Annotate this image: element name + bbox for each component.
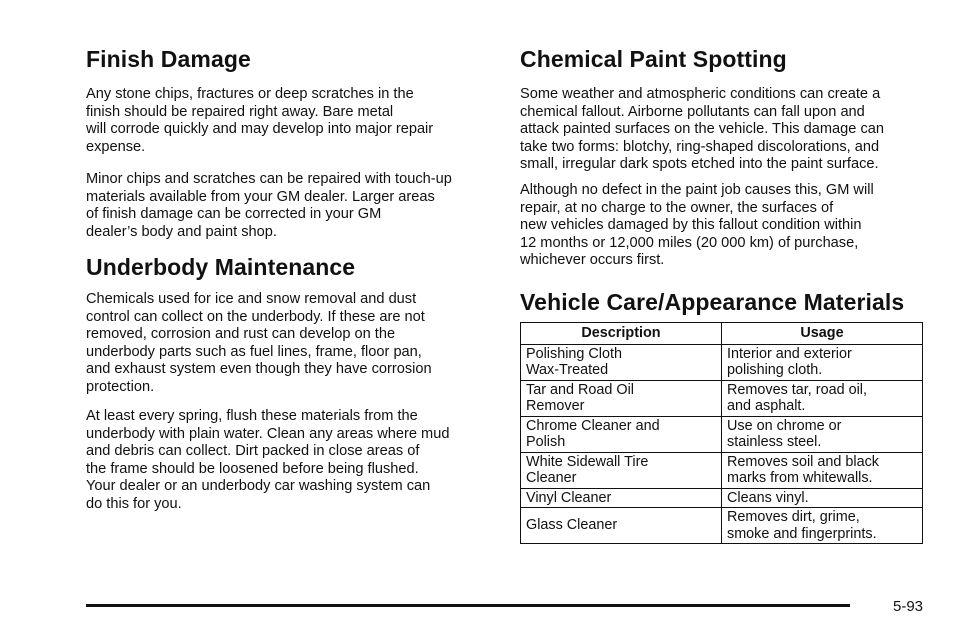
table-row (521, 508, 923, 544)
text-line: take two forms: blotchy, ring-shaped discolorations, and (520, 138, 880, 155)
table-row (521, 416, 923, 452)
chemical-paint-spotting-heading: Chemical Paint Spotting (520, 46, 787, 72)
text-line: attack painted surfaces on the vehicle. This damage can (520, 121, 884, 138)
usage-cell: Cleans vinyl. (722, 488, 923, 508)
text-line: materials available from your GM dealer. Larger areas (86, 188, 435, 205)
table-row (521, 380, 923, 416)
description-cell: Glass Cleaner (521, 508, 722, 544)
underbody-maintenance-heading: Underbody Maintenance (86, 254, 356, 280)
description-cell: Tar and Road Oil Remover (521, 380, 722, 416)
description-cell: Vinyl Cleaner (521, 488, 722, 508)
text-line: expense. (86, 138, 146, 155)
text-line: chemical fallout. Airborne pollutants can fall upon and (520, 103, 865, 120)
finish-damage-heading: Finish Damage (86, 46, 251, 72)
care-materials-heading: Vehicle Care/Appearance Materials (520, 289, 905, 315)
text-line: Some weather and atmospheric conditions can create a (520, 86, 881, 102)
text-line: 12 months or 12,000 miles (20 000 km) of purchase, (520, 234, 859, 251)
underbody-paragraph-2 (86, 408, 449, 514)
finish-damage-paragraph-2 (86, 171, 452, 241)
text-line: control can collect on the underbody. If these are not (86, 308, 425, 325)
footer-rule (86, 604, 850, 607)
chemical-paragraph-2 (520, 182, 874, 270)
table-header-row (521, 323, 923, 345)
header-usage: Usage (722, 323, 923, 345)
page-number: 5-93 (893, 598, 924, 615)
text-line: the frame should be loosened before being flushed. (86, 460, 419, 477)
usage-cell: Removes soil and black marks from whitewalls. (722, 452, 923, 488)
table-body (521, 344, 923, 544)
text-line: will corrode quickly and may develop into major repair (86, 121, 434, 138)
text-line: whichever occurs first. (520, 252, 665, 269)
header-description: Description (521, 323, 722, 345)
usage-cell: Interior and exterior polishing cloth. (722, 344, 923, 380)
text-line: repair, at no charge to the owner, the surfaces of (520, 199, 834, 216)
text-line: Any stone chips, fractures or deep scratches in the (86, 86, 414, 102)
finish-damage-paragraph-1 (86, 86, 433, 156)
text-line: Minor chips and scratches can be repaired with touch-up (86, 171, 452, 187)
text-line: new vehicles damaged by this fallout condition within (520, 217, 862, 234)
text-line: protection. (86, 378, 155, 395)
text-line: small, irregular dark spots etched into the paint surface. (520, 156, 879, 173)
text-line: dealer’s body and paint shop. (86, 223, 277, 240)
text-line: of finish damage can be corrected in your GM (86, 206, 382, 223)
text-line: removed, corrosion and rust can develop on the (86, 326, 396, 343)
text-line: At least every spring, flush these materials from the (86, 408, 418, 424)
usage-cell: Use on chrome or stainless steel. (722, 416, 923, 452)
table-row (521, 488, 923, 508)
text-line: Your dealer or an underbody car washing system can (86, 478, 431, 495)
text-line: Chemicals used for ice and snow removal and dust (86, 291, 417, 307)
text-line: finish should be repaired right away. Bare metal (86, 103, 394, 120)
underbody-paragraph-1 (86, 291, 432, 397)
usage-cell: Removes tar, road oil, and asphalt. (722, 380, 923, 416)
table-row (521, 344, 923, 380)
care-materials-table (520, 322, 923, 544)
description-cell: White Sidewall Tire Cleaner (521, 452, 722, 488)
text-line: do this for you. (86, 495, 182, 512)
usage-cell: Removes dirt, grime, smoke and fingerprints. (722, 508, 923, 544)
text-line: Although no defect in the paint job causes this, GM will (520, 182, 874, 198)
text-line: underbody with plain water. Clean any areas where mud (86, 425, 450, 442)
description-cell: Polishing Cloth Wax-Treated (521, 344, 722, 380)
text-line: and debris can collect. Dirt packed in close areas of (86, 443, 420, 460)
text-line: and exhaust system even though they have corrosion (86, 361, 432, 378)
text-line: underbody parts such as fuel lines, frame, floor pan, (86, 343, 422, 360)
description-cell: Chrome Cleaner and Polish (521, 416, 722, 452)
table-row (521, 452, 923, 488)
chemical-paragraph-1 (520, 86, 884, 174)
